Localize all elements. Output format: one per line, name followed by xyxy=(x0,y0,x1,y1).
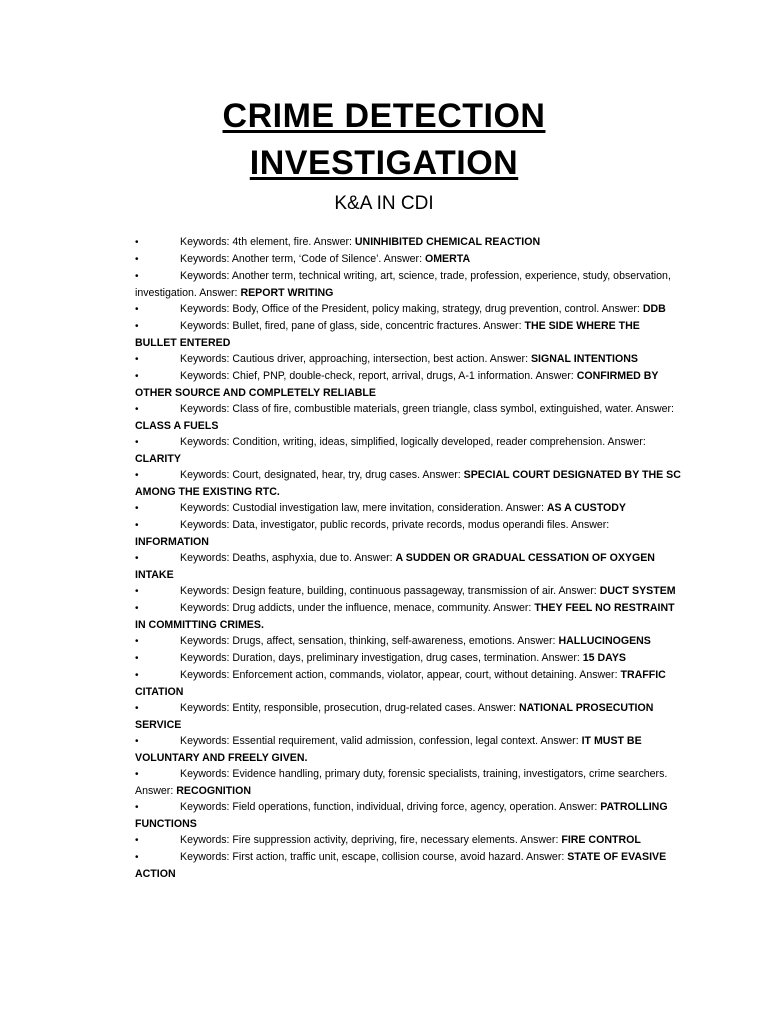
keywords-text: Keywords: 4th element, fire. xyxy=(180,236,312,248)
answer-label: Answer: xyxy=(520,834,559,846)
answer-text: 15 DAYS xyxy=(582,652,626,664)
answer-text: AS A CUSTODY xyxy=(546,502,626,514)
answer-label: Answer: xyxy=(517,635,556,647)
list-item xyxy=(135,318,683,351)
bullet-icon: • xyxy=(135,653,139,664)
list-item xyxy=(135,467,683,500)
bullet-icon: • xyxy=(135,271,139,282)
keywords-text: Keywords: Body, Office of the President, policy making, strategy, drug prevention, control. xyxy=(180,303,600,315)
answer-text: STATE OF EVASIVE ACTION xyxy=(135,851,667,880)
bullet-icon: • xyxy=(135,470,139,481)
answer-text: THE SIDE WHERE THE BULLET ENTERED xyxy=(135,320,640,349)
answer-text: DDB xyxy=(642,303,666,315)
list-item xyxy=(135,550,683,583)
list-item xyxy=(135,368,683,401)
list-item xyxy=(135,633,683,650)
list-item xyxy=(135,600,683,633)
answer-label: Answer: xyxy=(313,236,352,248)
answer-text: IT MUST BE VOLUNTARY AND FREELY GIVEN. xyxy=(135,735,642,764)
list-item xyxy=(135,799,683,832)
answer-label: Answer: xyxy=(383,253,423,265)
keywords-text: Keywords: Bullet, fired, pane of glass, side, concentric fractures. xyxy=(180,320,481,332)
answer-label: Answer: xyxy=(535,370,574,382)
bullet-icon: • xyxy=(135,636,139,647)
answer-text: CLASS A FUELS xyxy=(135,420,219,432)
list-item xyxy=(135,667,683,700)
keywords-text: Keywords: Essential requirement, valid admission, confession, legal context. xyxy=(180,735,539,747)
bullet-icon: • xyxy=(135,769,139,780)
answer-text: OMERTA xyxy=(424,253,471,265)
keywords-text: Keywords: Entity, responsible, prosecution, drug-related cases. xyxy=(180,702,476,714)
bullet-icon: • xyxy=(135,852,139,863)
answer-label: Answer: xyxy=(422,469,461,481)
bullet-icon: • xyxy=(135,802,139,813)
keywords-text: Keywords: Another term, technical writing, art, science, trade, profession, experience, study, observation, investigation. xyxy=(135,270,671,299)
answer-text: PATROLLING FUNCTIONS xyxy=(135,801,668,830)
answer-label: Answer: xyxy=(559,801,598,813)
bullet-icon: • xyxy=(135,736,139,747)
answer-label: Answer: xyxy=(354,552,393,564)
keywords-text: Keywords: Data, investigator, public records, private records, modus operandi files. xyxy=(180,519,569,531)
list-item xyxy=(135,268,683,301)
page-subtitle: K&A IN CDI xyxy=(334,193,434,214)
keywords-text: Keywords: Court, designated, hear, try, drug cases. xyxy=(180,469,421,481)
bullet-icon: • xyxy=(135,520,139,531)
answer-text: SIGNAL INTENTIONS xyxy=(530,353,638,365)
answer-label: Answer: xyxy=(483,320,522,332)
list-item xyxy=(135,849,683,882)
list-item xyxy=(135,650,683,667)
answer-label: Answer: xyxy=(601,303,640,315)
bullet-icon: • xyxy=(135,354,139,365)
keywords-text: Keywords: Cautious driver, approaching, intersection, best action. xyxy=(180,353,488,365)
bullet-icon: • xyxy=(135,586,139,597)
answer-label: Answer: xyxy=(579,669,618,681)
answer-label: Answer: xyxy=(635,403,675,415)
answer-text: DUCT SYSTEM xyxy=(599,585,676,597)
list-item xyxy=(135,434,683,467)
page-title-line-2: INVESTIGATION xyxy=(249,144,519,182)
bullet-icon: • xyxy=(135,553,139,564)
answer-text: REPORT WRITING xyxy=(240,287,334,299)
list-item xyxy=(135,583,683,600)
bullet-icon: • xyxy=(135,703,139,714)
answer-text: THEY FEEL NO RESTRAINT IN COMMITTING CRIMES. xyxy=(135,602,675,631)
keywords-text: Keywords: Duration, days, preliminary investigation, drug cases, termination. xyxy=(180,652,540,664)
keywords-text: Keywords: Design feature, building, continuous passageway, transmission of air. xyxy=(180,585,557,597)
answer-text: TRAFFIC CITATION xyxy=(135,669,666,698)
keywords-text: Keywords: Deaths, asphyxia, due to. xyxy=(180,552,352,564)
bullet-icon: • xyxy=(135,254,139,265)
answer-label: Answer: xyxy=(570,519,610,531)
bullet-icon: • xyxy=(135,603,139,614)
answer-text: CONFIRMED BY OTHER SOURCE AND COMPLETELY RELIABLE xyxy=(135,370,659,399)
answer-text: INFORMATION xyxy=(135,536,209,548)
answer-label: Answer: xyxy=(558,585,597,597)
keywords-text: Keywords: Condition, writing, ideas, simplified, logically developed, reader comprehension. xyxy=(180,436,606,448)
answer-text: UNINHIBITED CHEMICAL REACTION xyxy=(354,236,541,248)
answer-label: Answer: xyxy=(493,602,532,614)
keywords-text: Keywords: Class of fire, combustible materials, green triangle, class symbol, extinguished, water. xyxy=(180,403,634,415)
keywords-text: Keywords: Custodial investigation law, mere invitation, consideration. xyxy=(180,502,504,514)
keywords-text: Keywords: Chief, PNP, double-check, report, arrival, drugs, A-1 information. xyxy=(180,370,534,382)
bullet-icon: • xyxy=(135,404,139,415)
answer-label: Answer: xyxy=(199,287,238,299)
list-item xyxy=(135,251,683,268)
answer-text: FIRE CONTROL xyxy=(561,834,641,846)
answer-text: A SUDDEN OR GRADUAL CESSATION OF OXYGEN INTAKE xyxy=(135,552,655,581)
list-item xyxy=(135,301,683,318)
keywords-text: Keywords: Another term, ‘Code of Silence’. xyxy=(180,253,382,265)
keyword-answer-list xyxy=(135,234,683,882)
list-item xyxy=(135,517,683,550)
answer-text: CLARITY xyxy=(135,453,181,465)
answer-label: Answer: xyxy=(505,502,544,514)
page-title-line-1: CRIME DETECTION xyxy=(222,97,546,135)
bullet-icon: • xyxy=(135,371,139,382)
bullet-icon: • xyxy=(135,437,139,448)
answer-label: Answer: xyxy=(541,652,580,664)
keywords-text: Keywords: Field operations, function, individual, driving force, agency, operation. xyxy=(180,801,557,813)
answer-label: Answer: xyxy=(607,436,646,448)
bullet-icon: • xyxy=(135,835,139,846)
keywords-text: Keywords: Drugs, affect, sensation, thinking, self-awareness, emotions. xyxy=(180,635,515,647)
list-item xyxy=(135,766,683,799)
answer-label: Answer: xyxy=(526,851,565,863)
bullet-icon: • xyxy=(135,321,139,332)
keywords-text: Keywords: Evidence handling, primary duty, forensic specialists, training, investigators, crime searchers. xyxy=(180,768,668,780)
answer-text: NATIONAL PROSECUTION SERVICE xyxy=(135,702,654,731)
answer-text: HALLUCINOGENS xyxy=(558,635,651,647)
answer-label: Answer: xyxy=(540,735,579,747)
bullet-icon: • xyxy=(135,237,139,248)
list-item xyxy=(135,700,683,733)
list-item xyxy=(135,234,683,251)
keywords-text: Keywords: Enforcement action, commands, violator, appear, court, without detaining. xyxy=(180,669,577,681)
answer-text: SPECIAL COURT DESIGNATED BY THE SC AMONG THE EXISTING RTC. xyxy=(135,469,681,498)
keywords-text: Keywords: Fire suppression activity, depriving, fire, necessary elements. xyxy=(180,834,518,846)
bullet-icon: • xyxy=(135,670,139,681)
list-item xyxy=(135,351,683,368)
keywords-text: Keywords: Drug addicts, under the influence, menace, community. xyxy=(180,602,491,614)
list-item xyxy=(135,733,683,766)
answer-label: Answer: xyxy=(489,353,529,365)
list-item xyxy=(135,832,683,849)
list-item xyxy=(135,401,683,434)
answer-label: Answer: xyxy=(135,785,174,797)
keywords-text: Keywords: First action, traffic unit, escape, collision course, avoid hazard. xyxy=(180,851,524,863)
bullet-icon: • xyxy=(135,503,139,514)
list-item xyxy=(135,500,683,517)
answer-text: RECOGNITION xyxy=(176,785,251,797)
bullet-icon: • xyxy=(135,304,139,315)
answer-label: Answer: xyxy=(477,702,517,714)
